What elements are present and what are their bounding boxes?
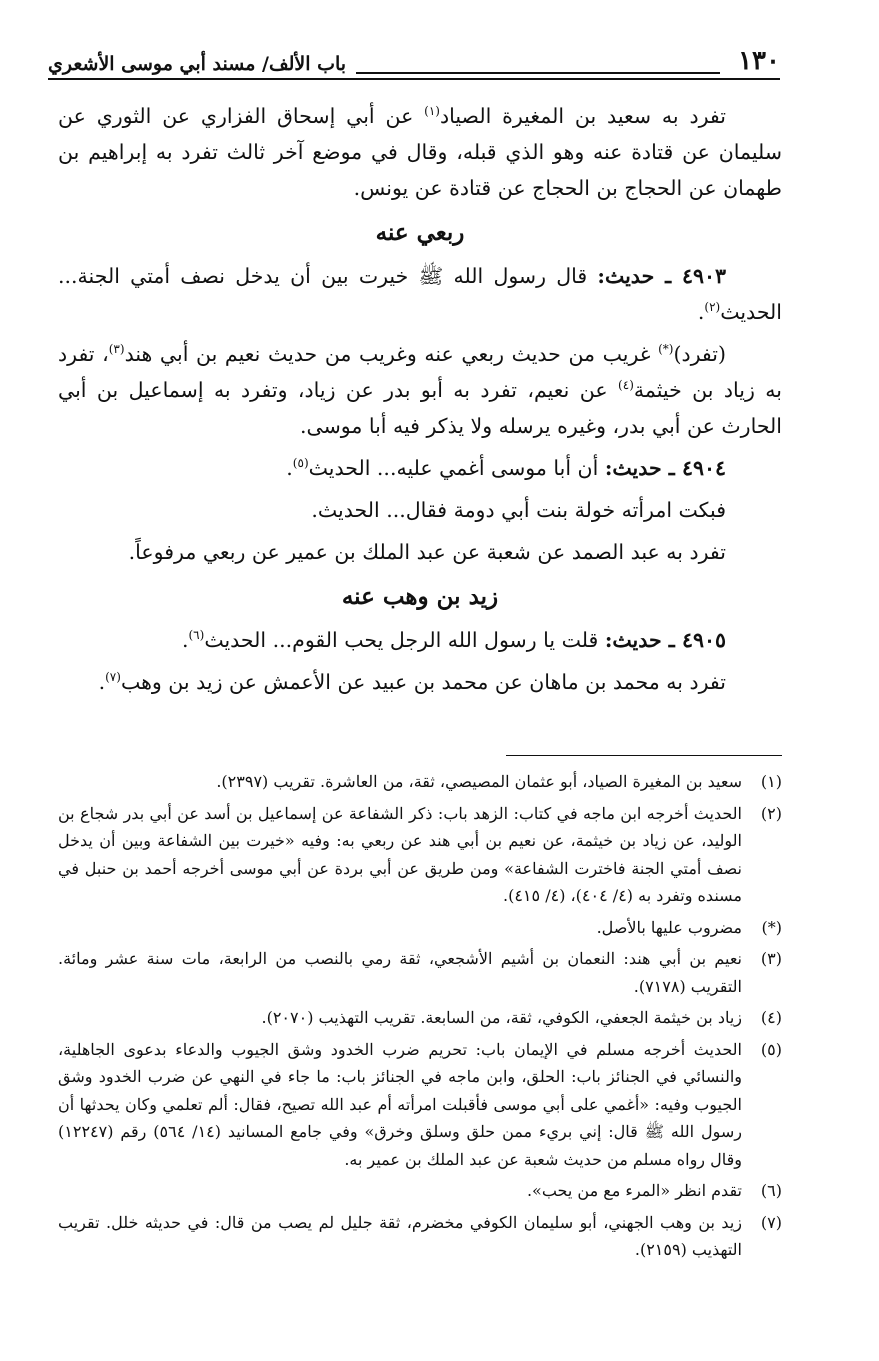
- footnote-number: (*): [761, 917, 782, 937]
- footnote-text: زيد بن وهب الجهني، أبو سليمان الكوفي مخضرم، ثقة جليل لم يصب من قال: في حديثه خلل. تقريب التهذيب (٢١٥٩).: [58, 1212, 743, 1259]
- footnote-ref[interactable]: (٣): [108, 342, 125, 357]
- footnote-text: زياد بن خيثمة الجعفي، الكوفي، ثقة، من السابعة. تقريب التهذيب (٢٠٧٠).: [261, 1008, 742, 1027]
- hadith-4904: ٤٩٠٤ ـ حديث: أن أبا موسى أغمي عليه... الحديث$^{(٥)}$.: [286, 456, 726, 480]
- header-rule: [48, 78, 780, 80]
- footnote: [58, 945, 782, 1000]
- footnote-ref[interactable]: (٧): [105, 670, 121, 685]
- footnote-ref[interactable]: (*): [658, 342, 674, 357]
- hadith-number: ٤٩٠٤ ـ حديث:: [604, 456, 726, 480]
- footnote: [58, 1036, 782, 1174]
- footnote: [58, 1209, 782, 1264]
- footnote-text: مضروب عليها بالأصل.: [596, 917, 742, 937]
- footnote-number: (٥): [760, 1039, 782, 1059]
- section-heading-zayd: زيد بن وهب عنه: [341, 583, 499, 610]
- footnote-ref[interactable]: (١): [424, 104, 440, 119]
- paragraph-tafarrud-4: تفرد به محمد بن ماهان عن محمد بن عبيد عن الأعمش عن زيد بن وهب$^{(٧)}$.: [98, 670, 726, 694]
- footnote: [58, 1004, 782, 1032]
- footnote: [58, 800, 782, 910]
- footnote-number: (٤): [760, 1008, 782, 1027]
- section-heading-ribi: ربعي عنه: [375, 219, 465, 246]
- footnote-ref[interactable]: (٢): [704, 300, 721, 315]
- footnote-ref[interactable]: (٥): [292, 456, 309, 471]
- paragraph-tafarrud-3: تفرد به عبد الصمد عن شعبة عن عبد الملك بن عمير عن ربعي مرفوعاً.: [128, 540, 726, 564]
- paragraph-tafarrud-2: (تفرد)(*) غريب من حديث ربعي عنه وغريب من حديث نعيم بن أبي هند$^{(٣)}$، تفرد به زياد بن خيثمة$^{(٤)}$ عن نعيم، تفرد به أبو بدر عن زياد، وتفرد به إسماعيل بن أبي الحارث عن أبي بدر، وغيره يرسله ولا يذكر فيه أبا موسى.: [58, 342, 782, 438]
- hadith-number: ٤٩٠٥ ـ حديث:: [604, 628, 726, 652]
- footnote-separator: [506, 755, 782, 756]
- page-number: ١٣٠: [738, 46, 780, 76]
- footnote: [58, 1177, 782, 1205]
- footnote-number: (٦): [760, 1181, 782, 1200]
- footnote-text: سعيد بن المغيرة الصياد، أبو عثمان المصيصي، ثقة، من العاشرة. تقريب (٢٣٩٧).: [216, 772, 742, 791]
- footnote: [58, 914, 782, 942]
- footnote-text: نعيم بن أبي هند: النعمان بن أشيم الأشجعي، ثقة رمي بالنصب من الرابعة، مات سنة عشر ومائة. التقريب (٧١٧٨).: [58, 949, 742, 996]
- paragraph-khawla: فبكت امرأته خولة بنت أبي دومة فقال... الحديث.: [311, 498, 726, 522]
- main-text: [58, 98, 782, 706]
- footnote-number: (٧): [760, 1212, 782, 1232]
- footnote-ref[interactable]: (٤): [618, 378, 634, 393]
- footnote-text: الحديث أخرجه مسلم في الإيمان باب: تحريم ضرب الخدود وشق الجيوب والدعاء بدعوى الجاهلية، والنسائي في الجنائز باب: الحلق، وابن ماجه في الجنائز باب: ما جاء في النهي عن ضرب الخدود وشق الجيوب وفيه: «أغمي على أبي موسى فأقبلت امرأته أم عبد الله تصيح، فقال: ألم تعلمي وكان يحدثها أن رسول الله ﷺ قال: إني بريء ممن حلق وسلق وخرق» وفي جامع المسانيد (١٤/ ٥٦٤) رقم (١٢٢٤٧) وقال رواه مسلم من حديث شعبة عن عبد الملك بن عمير به.: [58, 1039, 743, 1169]
- running-title: باب الألف/ مسند أبي موسى الأشعري: [48, 53, 347, 75]
- paragraph-tafarrud-1: تفرد به سعيد بن المغيرة الصياد$^{(١)}$ عن أبي إسحاق الفزاري عن الثوري عن سليمان عن قتادة عنه وهو الذي قبله، وقال في موضع آخر ثالث تفرد به إبراهيم بن طهمان عن الحجاج بن الحجاج عن قتادة عن يونس.: [58, 104, 782, 200]
- hadith-number: ٤٩٠٣ ـ حديث:: [597, 264, 726, 288]
- footnote-text: الحديث أخرجه ابن ماجه في كتاب: الزهد باب: ذكر الشفاعة عن إسماعيل بن أسد عن أبي بدر شجاع بن الوليد، عن زياد بن خيثمة، عن نعيم بن أبي هند عن ربعي به: وفيه «خيرت بين الشفاعة وبين أن يدخل نصف أمتي الجنة فاخترت الشفاعة» ومن طريق عن أبي بردة عن أبي موسى أخرجه أحمد بن حنبل في مسنده وتفرد به (٤/ ٤٠٤)، (٤/ ٤١٥).: [58, 803, 742, 905]
- footnote: [58, 768, 782, 796]
- footnote-ref[interactable]: (٦): [188, 628, 205, 643]
- footnote-number: (١): [760, 772, 782, 791]
- hadith-4903: ٤٩٠٣ ـ حديث: قال رسول الله ﷺ خيرت بين أن يدخل نصف أمتي الجنة... الحديث$^{(٢)}$.: [58, 264, 782, 324]
- footnotes: [58, 768, 782, 1268]
- footnote-number: (٢): [760, 803, 782, 823]
- page-header: [48, 34, 780, 74]
- footnote-number: (٣): [760, 949, 782, 968]
- footnote-text: تقدم انظر «المرء مع من يحب».: [526, 1181, 742, 1200]
- header-line: [356, 54, 720, 74]
- hadith-4905: ٤٩٠٥ ـ حديث: قلت يا رسول الله الرجل يحب القوم... الحديث$^{(٦)}$.: [181, 628, 726, 652]
